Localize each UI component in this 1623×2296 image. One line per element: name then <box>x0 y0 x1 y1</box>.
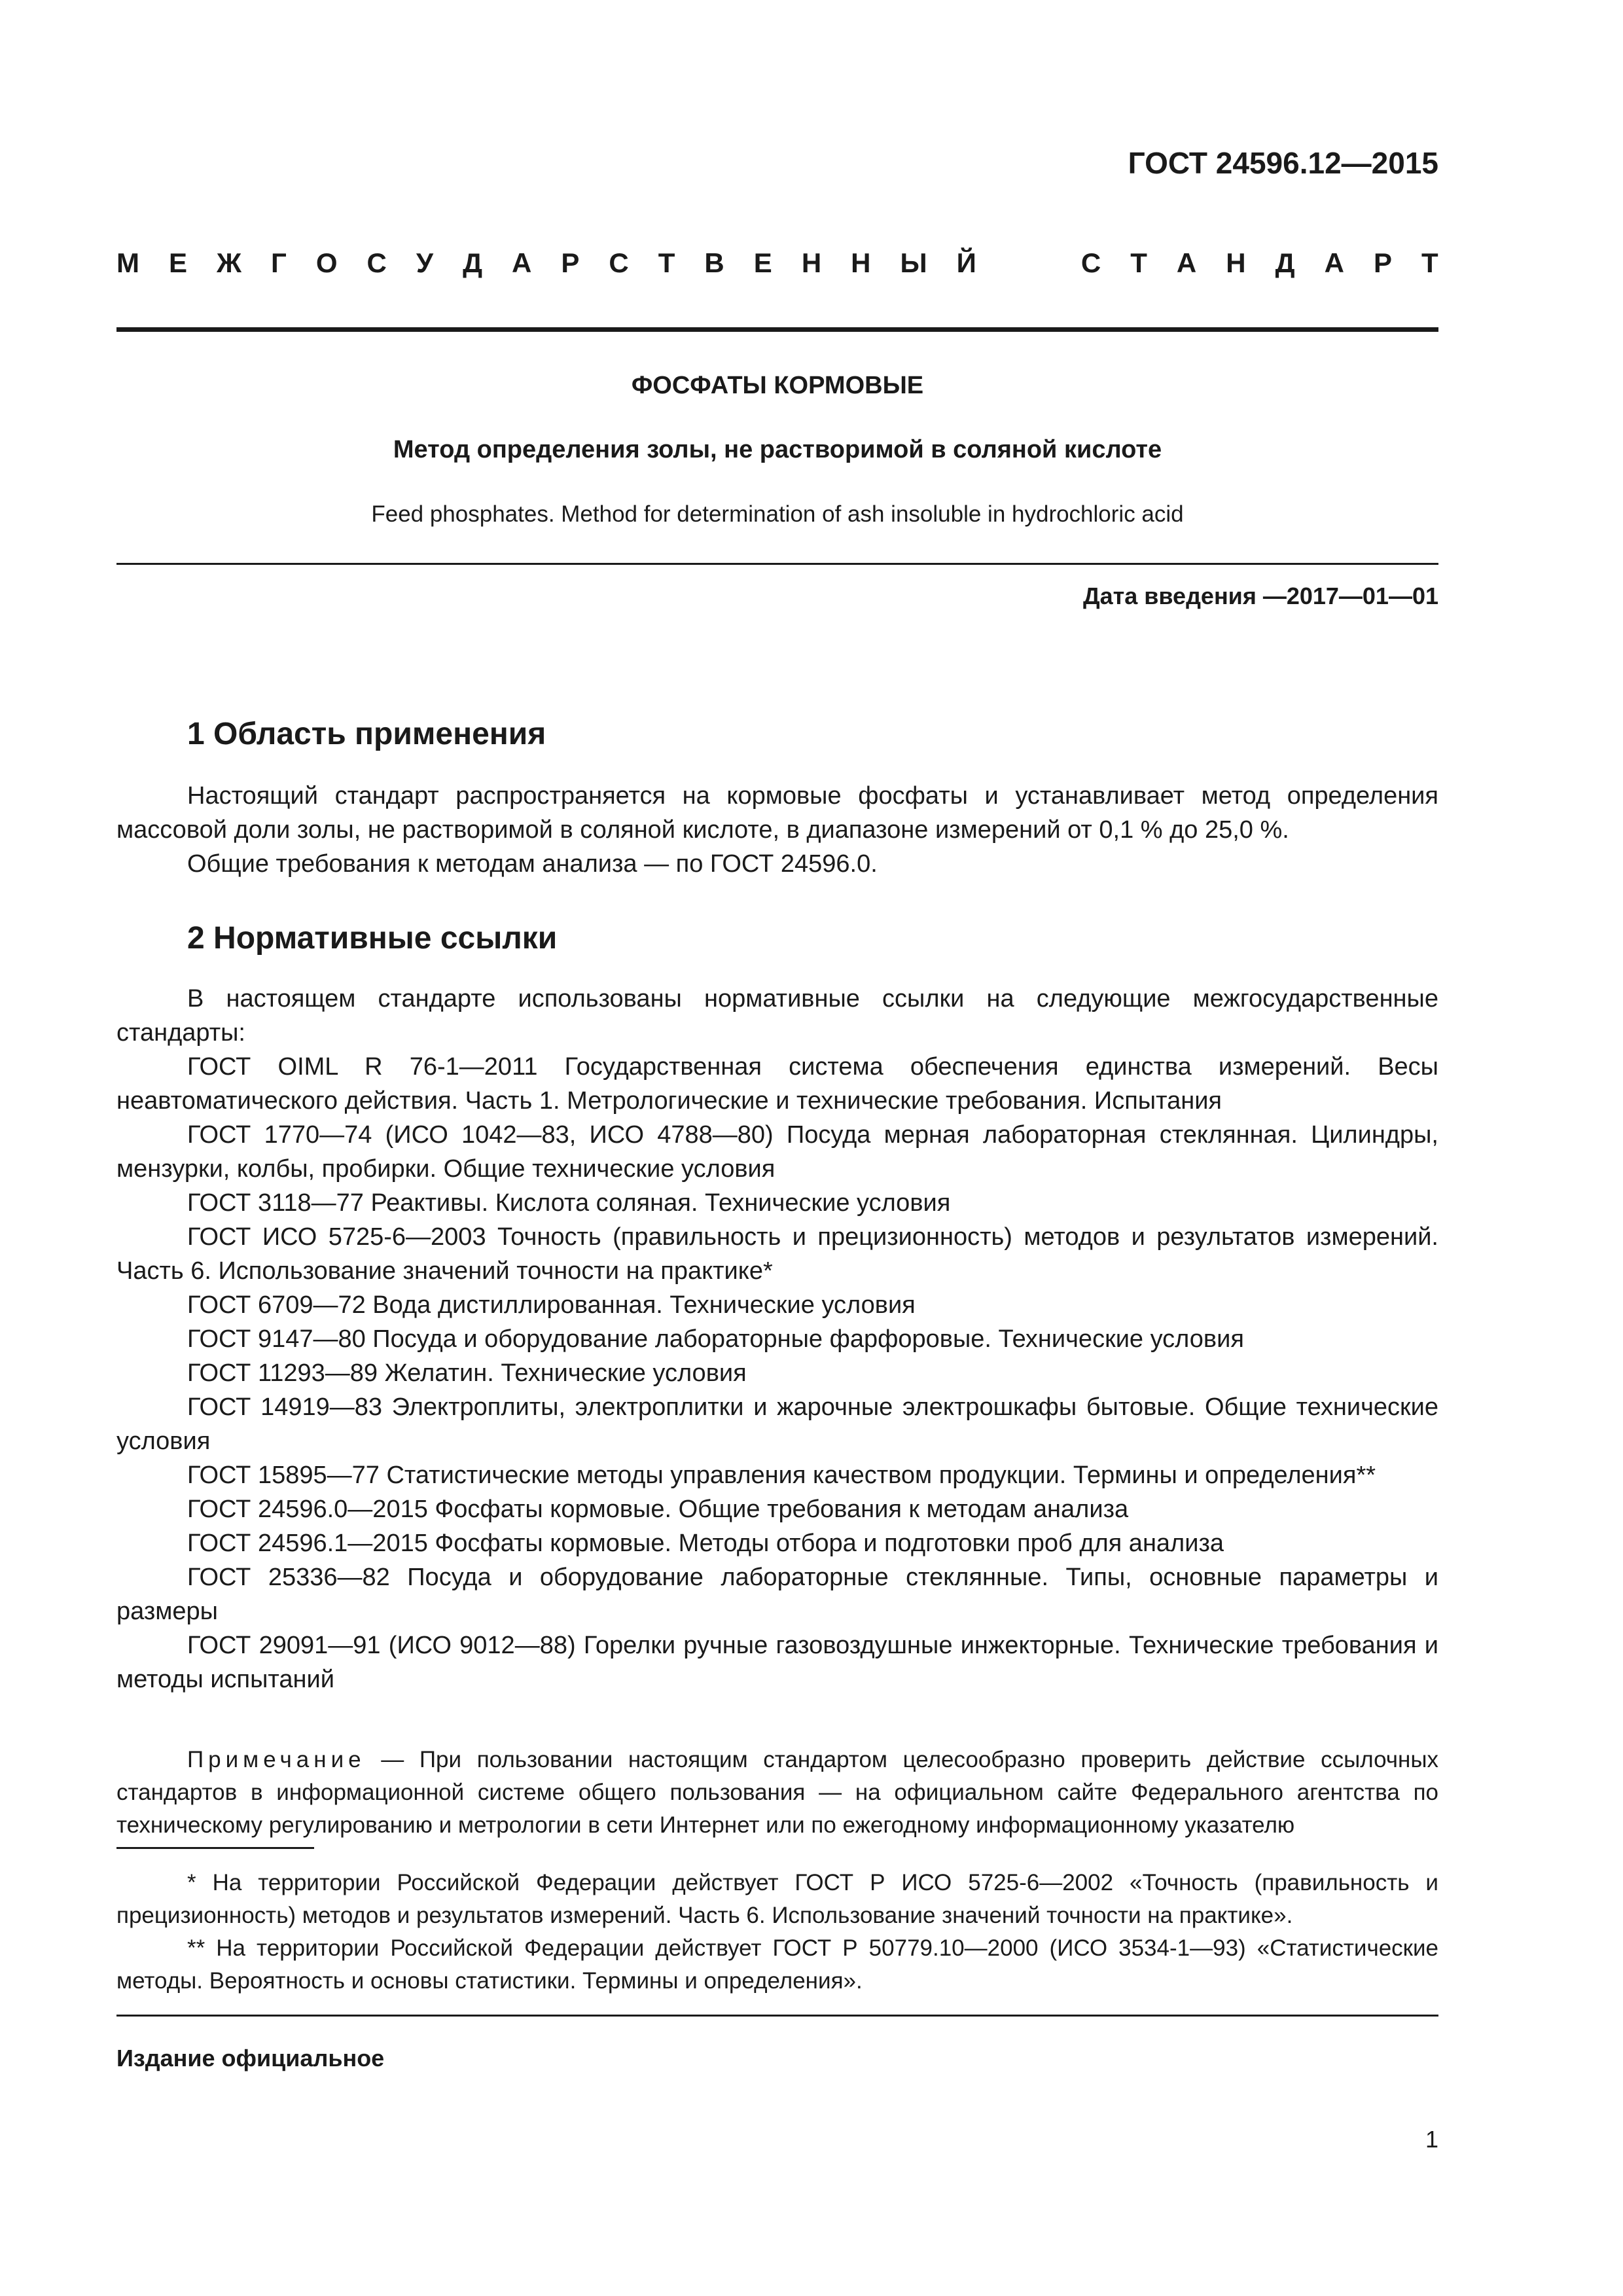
banner-letter: О <box>315 247 338 278</box>
banner-letter: А <box>1324 247 1344 278</box>
title-divider <box>116 563 1438 565</box>
paragraph: Настоящий стандарт распространяется на кормовые фосфаты и устанавливает метод определения массовой доли золы, не растворимой в соляной кислоте, в диапазоне измерений от 0,1 % до 25,0 %. <box>116 782 1438 844</box>
document-subtitle: Метод определения золы, не растворимой в соляной кислоте <box>393 436 1162 463</box>
banner-letter: Р <box>1373 247 1392 278</box>
section-1-heading: 1 Область применения <box>187 717 546 751</box>
reference-item: ГОСТ 24596.0—2015 Фосфаты кормовые. Общие требования к методам анализа <box>187 1496 1129 1523</box>
note-text: — При пользовании настоящим стандартом целесообразно проверить действие ссылочных стандартов в информационной системе общего пользования — на официальном сайте Федерального агентства по техническому регулированию и метрологии в сети Интернет или по ежегодному информационному указателю <box>116 1747 1438 1838</box>
interstate-standard-banner <box>116 247 1438 279</box>
reference-item: ГОСТ 29091—91 (ИСО 9012—88) Горелки ручные газовоздушные инжекторные. Технические требования и методы испытаний <box>116 1632 1438 1693</box>
reference-item: ГОСТ 11293—89 Желатин. Технические условия <box>187 1359 747 1387</box>
paragraph: В настоящем стандарте использованы нормативные ссылки на следующие межгосударственные стандарты: <box>116 985 1438 1047</box>
banner-letter: У <box>416 247 434 278</box>
note-paragraph <box>116 1744 1438 1842</box>
section-2-body <box>116 982 1438 1696</box>
section-1-body <box>116 779 1438 881</box>
banner-letter: Г <box>271 247 287 278</box>
note-label: Примечание <box>187 1747 366 1772</box>
banner-letter: Н <box>851 247 871 278</box>
footnote-separator <box>116 1847 314 1849</box>
reference-note <box>116 1744 1438 1842</box>
edition-label: Издание официальное <box>116 2045 385 2072</box>
banner-letter: Т <box>1421 247 1438 278</box>
banner-letter: Т <box>1130 247 1147 278</box>
reference-item: ГОСТ 3118—77 Реактивы. Кислота соляная. Технические условия <box>187 1189 951 1217</box>
banner-letter: С <box>366 247 387 278</box>
introduction-date: Дата введения —2017—01—01 <box>1082 583 1438 609</box>
reference-item: ГОСТ 1770—74 (ИСО 1042—83, ИСО 4788—80) Посуда мерная лабораторная стеклянная. Цилиндры, мензурки, колбы, пробирки. Общие технические условия <box>116 1121 1438 1183</box>
banner-letter: Е <box>753 247 772 278</box>
reference-item: ГОСТ 25336—82 Посуда и оборудование лабораторные стеклянные. Типы, основные параметры и размеры <box>116 1564 1438 1625</box>
banner-letter: Н <box>801 247 822 278</box>
reference-item: ГОСТ 14919—83 Электроплиты, электроплитки и жарочные электрошкафы бытовые. Общие технические условия <box>116 1393 1438 1455</box>
banner-word-gap <box>1006 247 1052 279</box>
banner-letter: Д <box>463 247 482 278</box>
reference-item: ГОСТ ИСО 5725-6—2003 Точность (правильность и прецизионность) методов и результатов измерений. Часть 6. Использование значений точности на практике* <box>116 1223 1438 1285</box>
banner-letter: В <box>704 247 724 278</box>
footnote: * На территории Российской Федерации действует ГОСТ Р ИСО 5725-6—2002 «Точность (правильность и прецизионность) методов и результатов измерений. Часть 6. Использование значений точности на практике». <box>116 1870 1438 1928</box>
banner-letter: С <box>1080 247 1101 278</box>
banner-letter: А <box>512 247 532 278</box>
banner-letter: Ж <box>217 247 242 278</box>
banner-letter: Й <box>956 247 976 278</box>
header-divider <box>116 327 1438 332</box>
document-code: ГОСТ 24596.12—2015 <box>1128 146 1438 180</box>
banner-letter: Р <box>561 247 580 278</box>
reference-item: ГОСТ OIML R 76-1—2011 Государственная система обеспечения единства измерений. Весы неавтоматического действия. Часть 1. Метрологические и технические требования. Испытания <box>116 1053 1438 1115</box>
banner-letter: Д <box>1275 247 1295 278</box>
banner-letter: А <box>1176 247 1197 278</box>
footer-divider <box>116 2015 1438 2017</box>
reference-item: ГОСТ 9147—80 Посуда и оборудование лабораторные фарфоровые. Технические условия <box>187 1325 1244 1353</box>
document-title-english: Feed phosphates. Method for determination of ash insoluble in hydrochloric acid <box>371 501 1184 527</box>
footnote: ** На территории Российской Федерации действует ГОСТ Р 50779.10—2000 (ИСО 3534-1—93) «Статистические методы. Вероятность и основы статистики. Термины и определения». <box>116 1935 1438 1994</box>
reference-item: ГОСТ 6709—72 Вода дистиллированная. Технические условия <box>187 1291 916 1319</box>
footnotes <box>116 1867 1438 1998</box>
section-2-heading: 2 Нормативные ссылки <box>187 921 558 956</box>
banner-letter: Т <box>658 247 675 278</box>
reference-item: ГОСТ 24596.1—2015 Фосфаты кормовые. Методы отбора и подготовки проб для анализа <box>187 1530 1224 1557</box>
document-title: ФОСФАТЫ КОРМОВЫЕ <box>631 372 924 399</box>
banner-letter: Е <box>169 247 188 278</box>
banner-letter: Ы <box>900 247 927 278</box>
banner-letter: Н <box>1226 247 1246 278</box>
paragraph: Общие требования к методам анализа — по ГОСТ 24596.0. <box>187 850 878 878</box>
banner-letter: М <box>116 247 139 278</box>
reference-item: ГОСТ 15895—77 Статистические методы управления качеством продукции. Термины и определения** <box>187 1462 1376 1489</box>
page-number: 1 <box>1425 2126 1438 2153</box>
banner-letter: С <box>609 247 629 278</box>
